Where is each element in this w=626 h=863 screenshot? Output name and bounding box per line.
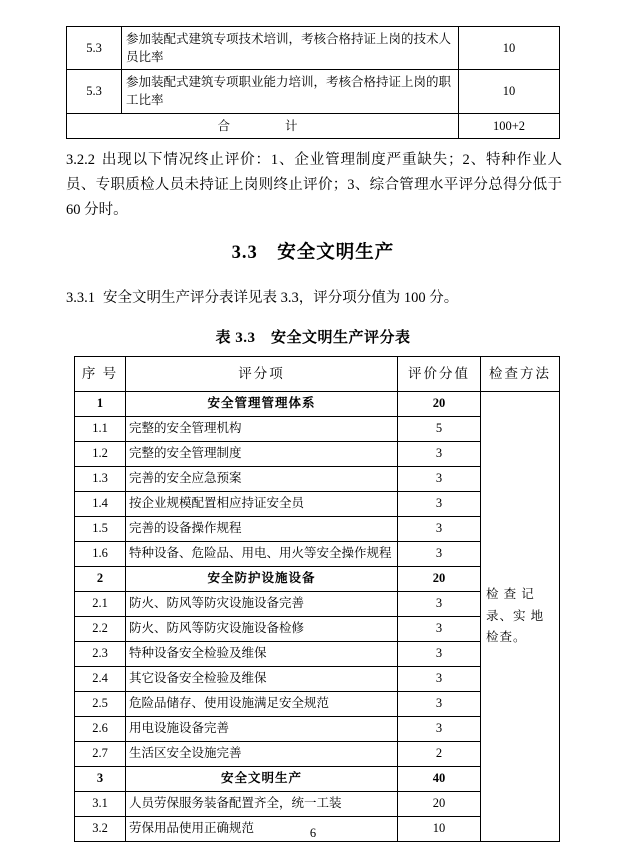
row-number: 1.4: [75, 492, 126, 517]
row-number: 5.3: [67, 27, 122, 70]
row-score: 3: [398, 442, 481, 467]
paragraph-3-2-2: [66, 148, 562, 223]
row-score: 3: [398, 517, 481, 542]
row-number: 2.6: [75, 717, 126, 742]
method-text: 检 查 记 录、实 地 检查。: [486, 586, 545, 645]
total-label: 合 计: [67, 113, 459, 138]
row-score: 3: [398, 717, 481, 742]
top-table: [66, 26, 560, 139]
row-score: 3: [398, 467, 481, 492]
table-header-row: [75, 357, 560, 392]
row-item: 按企业规模配置相应持证安全员: [126, 492, 398, 517]
row-score: 3: [398, 492, 481, 517]
table-row: [67, 27, 560, 70]
row-item: 完善的设备操作规程: [126, 517, 398, 542]
row-score: 3: [398, 617, 481, 642]
row-score: 10: [459, 27, 560, 70]
header-item: 评分项: [126, 357, 398, 392]
table-caption: 表 3.3 安全文明生产评分表: [215, 330, 411, 346]
row-score: 3: [398, 692, 481, 717]
header-score: 评价分值: [398, 357, 481, 392]
row-number: 2.4: [75, 667, 126, 692]
row-score: 20: [398, 392, 481, 417]
method-cell: [481, 392, 560, 842]
row-item: 危险品储存、使用设施满足安全规范: [126, 692, 398, 717]
row-score: 2: [398, 742, 481, 767]
page-number: 6: [309, 826, 317, 840]
row-number: 1.5: [75, 517, 126, 542]
row-score: 20: [398, 792, 481, 817]
header-number: 序 号: [75, 357, 126, 392]
row-score: 10: [398, 817, 481, 842]
row-score: 3: [398, 542, 481, 567]
row-item: 用电设施设备完善: [126, 717, 398, 742]
row-number: 2: [75, 567, 126, 592]
row-number: 1.3: [75, 467, 126, 492]
row-number: 1.6: [75, 542, 126, 567]
row-item: 参加装配式建筑专项技术培训，考核合格持证上岗的技术人员比率: [122, 27, 459, 70]
paragraph-number: 3.2.2: [66, 152, 95, 168]
row-score: 3: [398, 642, 481, 667]
row-item: 参加装配式建筑专项职业能力培训，考核合格持证上岗的职工比率: [122, 70, 459, 113]
row-item: 安全管理管理体系: [126, 392, 398, 417]
row-score: 10: [459, 70, 560, 113]
row-score: 5: [398, 417, 481, 442]
row-item: 完整的安全管理制度: [126, 442, 398, 467]
row-score: 3: [398, 592, 481, 617]
safety-scoring-table: [74, 356, 560, 842]
main-table: [74, 356, 560, 842]
row-item: 生活区安全设施完善: [126, 742, 398, 767]
row-item: 其它设备安全检验及维保: [126, 667, 398, 692]
row-item: 完善的安全应急预案: [126, 467, 398, 492]
row-item: 特种设备安全检验及维保: [126, 642, 398, 667]
total-value: 100+2: [459, 113, 560, 138]
row-number: 1.1: [75, 417, 126, 442]
paragraph-3-3-1: [66, 286, 562, 311]
row-item: 完整的安全管理机构: [126, 417, 398, 442]
row-number: 1: [75, 392, 126, 417]
row-number: 2.7: [75, 742, 126, 767]
table-row: [67, 70, 560, 113]
row-item: 防火、防风等防灾设施设备完善: [126, 592, 398, 617]
table-row: [75, 392, 560, 417]
row-number: 2.1: [75, 592, 126, 617]
row-score: 40: [398, 767, 481, 792]
row-number: 5.3: [67, 70, 122, 113]
paragraph-text: 安全文明生产评分表详见表 3.3，评分项分值为 100 分。: [103, 290, 459, 306]
row-number: 2.2: [75, 617, 126, 642]
row-number: 3.2: [75, 817, 126, 842]
continued-scoring-table: [66, 26, 560, 139]
paragraph-text: 出现以下情况终止评价：1、企业管理制度严重缺失；2、特种作业人员、专职质检人员未持证上岗则终止评价；3、综合管理水平评分总得分低于 60 分时。: [66, 152, 562, 218]
row-item: 劳保用品使用正确规范: [126, 817, 398, 842]
row-item: 安全文明生产: [126, 767, 398, 792]
section-title-3-3: 3.3 安全文明生产: [231, 243, 395, 263]
row-item: 安全防护设施设备: [126, 567, 398, 592]
row-item: 人员劳保服务装备配置齐全，统一工装: [126, 792, 398, 817]
row-number: 3: [75, 767, 126, 792]
row-number: 2.3: [75, 642, 126, 667]
row-number: 2.5: [75, 692, 126, 717]
paragraph-number: 3.3.1: [66, 290, 95, 306]
row-score: 3: [398, 667, 481, 692]
row-item: 防火、防风等防灾设施设备检修: [126, 617, 398, 642]
row-number: 3.1: [75, 792, 126, 817]
table-total-row: [67, 113, 560, 138]
header-method: 检查方法: [481, 357, 560, 392]
row-item: 特种设备、危险品、用电、用火等安全操作规程: [126, 542, 398, 567]
row-score: 20: [398, 567, 481, 592]
row-number: 1.2: [75, 442, 126, 467]
